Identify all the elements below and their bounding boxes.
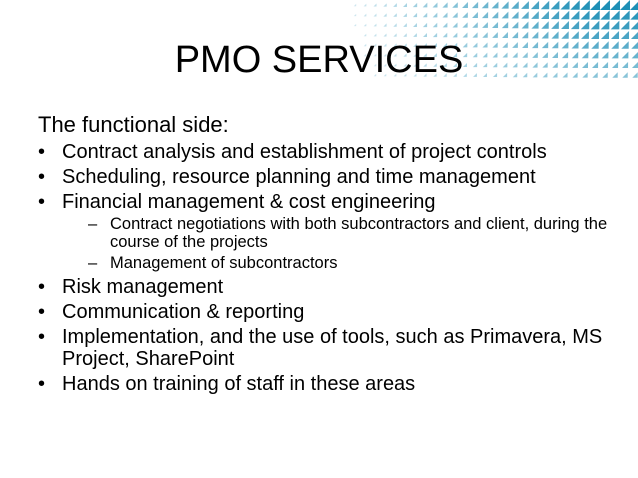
bullet-item [38,141,618,163]
bullet-text: Implementation, and the use of tools, such as Primavera, MS Project, SharePoint [62,326,603,370]
pattern-triangle [364,34,367,37]
bullet-text: Hands on training of staff in these areas [62,373,416,395]
pattern-triangle [492,22,498,28]
pattern-triangle [591,21,600,30]
pattern-triangle [492,12,498,18]
pattern-triangle [600,0,610,10]
bullet-marker: • [38,191,46,213]
pattern-triangle [511,1,519,9]
pattern-triangle [571,21,579,29]
pattern-triangle [512,22,519,29]
pattern-triangle [620,10,629,19]
pattern-triangle [443,33,447,37]
intro-text: The functional side: [38,112,229,137]
pattern-triangle [610,0,620,10]
pattern-triangle [561,11,570,20]
pattern-triangle [383,3,386,6]
slide-title: PMO SERVICES [174,39,464,81]
pattern-triangle [590,0,600,10]
bullet-marker: • [38,373,46,395]
pattern-triangle [522,22,529,29]
pattern-triangle [541,21,548,28]
pattern-triangle [393,13,397,17]
pattern-triangle [511,11,518,18]
pattern-triangle [492,2,499,9]
bullet-text: Financial management & cost engineering [62,191,436,213]
bullet-text: Risk management [62,276,224,298]
pattern-triangle [413,33,417,37]
sub-bullet-marker: – [88,254,98,272]
pattern-triangle [561,21,569,29]
pattern-triangle [373,3,376,6]
pattern-triangle [541,11,549,19]
pattern-triangle [452,12,457,17]
sub-bullet-list [88,215,618,272]
pattern-triangle [462,2,468,8]
pattern-triangle [403,13,407,17]
bullet-marker: • [38,301,46,323]
bullet-text: Scheduling, resource planning and time management [62,166,536,188]
pattern-triangle [403,3,407,7]
pattern-triangle [423,23,427,27]
pattern-triangle [580,0,590,10]
sub-bullet-item [88,254,618,272]
pattern-triangle [354,4,356,6]
pattern-triangle [551,11,559,19]
sub-bullet-marker: – [88,215,98,233]
pattern-triangle [581,21,589,29]
pattern-triangle [492,32,498,38]
pattern-triangle [393,33,396,36]
pattern-triangle [501,1,508,8]
pattern-triangle [600,10,609,19]
bullet-item [38,276,618,298]
pattern-triangle [393,23,396,26]
bullet-marker: • [38,141,46,163]
pattern-triangle [383,13,386,16]
pattern-triangle [502,12,509,19]
sub-bullet-text: Contract negotiations with both subcontractors and client, during the course of the projects [110,215,608,251]
pattern-triangle [433,13,438,18]
bullet-item [38,191,618,272]
pattern-triangle [364,24,367,27]
pattern-triangle [482,22,488,28]
pattern-triangle [413,13,417,17]
bullet-marker: • [38,326,46,348]
bullet-item [38,373,618,395]
pattern-triangle [551,1,560,10]
pattern-triangle [433,3,438,8]
pattern-triangle [551,21,559,29]
pattern-triangle [482,12,488,18]
pattern-triangle [472,22,478,28]
pattern-triangle [472,32,477,37]
bullet-text: Contract analysis and establishment of project controls [62,141,547,163]
pattern-triangle [393,3,397,7]
pattern-triangle [413,3,417,7]
bullet-marker: • [38,276,46,298]
pattern-triangle [590,10,599,19]
pattern-triangle [374,34,377,37]
pattern-triangle [620,0,630,10]
bullet-item [38,326,618,370]
pattern-triangle [560,0,569,9]
pattern-triangle [374,24,377,27]
pattern-triangle [541,1,549,9]
pattern-triangle [462,12,468,18]
pattern-triangle [423,13,427,17]
pattern-triangle [630,10,638,19]
sub-bullet-text: Management of subcontractors [110,254,338,272]
bullet-list [38,141,618,398]
pattern-triangle [482,32,487,37]
pattern-triangle [531,21,538,28]
pattern-triangle [452,22,457,27]
pattern-triangle [364,14,367,17]
pattern-triangle [531,1,539,9]
pattern-triangle [521,11,528,18]
pattern-triangle [383,33,386,36]
pattern-triangle [621,21,630,30]
pattern-triangle [453,33,458,38]
pattern-triangle [403,33,407,37]
pattern-triangle [531,11,539,19]
pattern-triangle [472,12,478,18]
bullet-marker: • [38,166,46,188]
pattern-triangle [374,14,377,17]
pattern-triangle [570,0,579,9]
pattern-triangle [423,33,427,37]
pattern-triangle [354,14,356,16]
pattern-triangle [611,21,620,30]
pattern-triangle [472,2,478,8]
pattern-triangle [462,22,467,27]
pattern-triangle [463,33,468,38]
pattern-triangle [601,21,610,30]
bullet-item [38,301,618,323]
bullet-item [38,166,618,188]
pattern-triangle [403,23,407,27]
pattern-triangle [433,33,437,37]
pattern-triangle [354,24,356,26]
pattern-triangle [452,2,458,8]
pattern-triangle [383,23,386,26]
pattern-triangle [443,23,448,28]
pattern-triangle [571,11,580,20]
pattern-triangle [631,21,638,30]
pattern-triangle [630,0,638,10]
pattern-triangle [433,23,437,27]
pattern-triangle [364,4,367,7]
pattern-triangle [482,2,489,9]
pattern-triangle [502,22,508,28]
pattern-triangle [423,3,428,8]
bullet-text: Communication & reporting [62,301,305,323]
pattern-triangle [610,10,619,19]
sub-bullet-item [88,215,618,251]
pattern-triangle [413,23,417,27]
pattern-triangle [442,12,447,17]
pattern-triangle [442,2,447,7]
pattern-triangle [580,10,589,19]
pattern-triangle [521,1,529,9]
